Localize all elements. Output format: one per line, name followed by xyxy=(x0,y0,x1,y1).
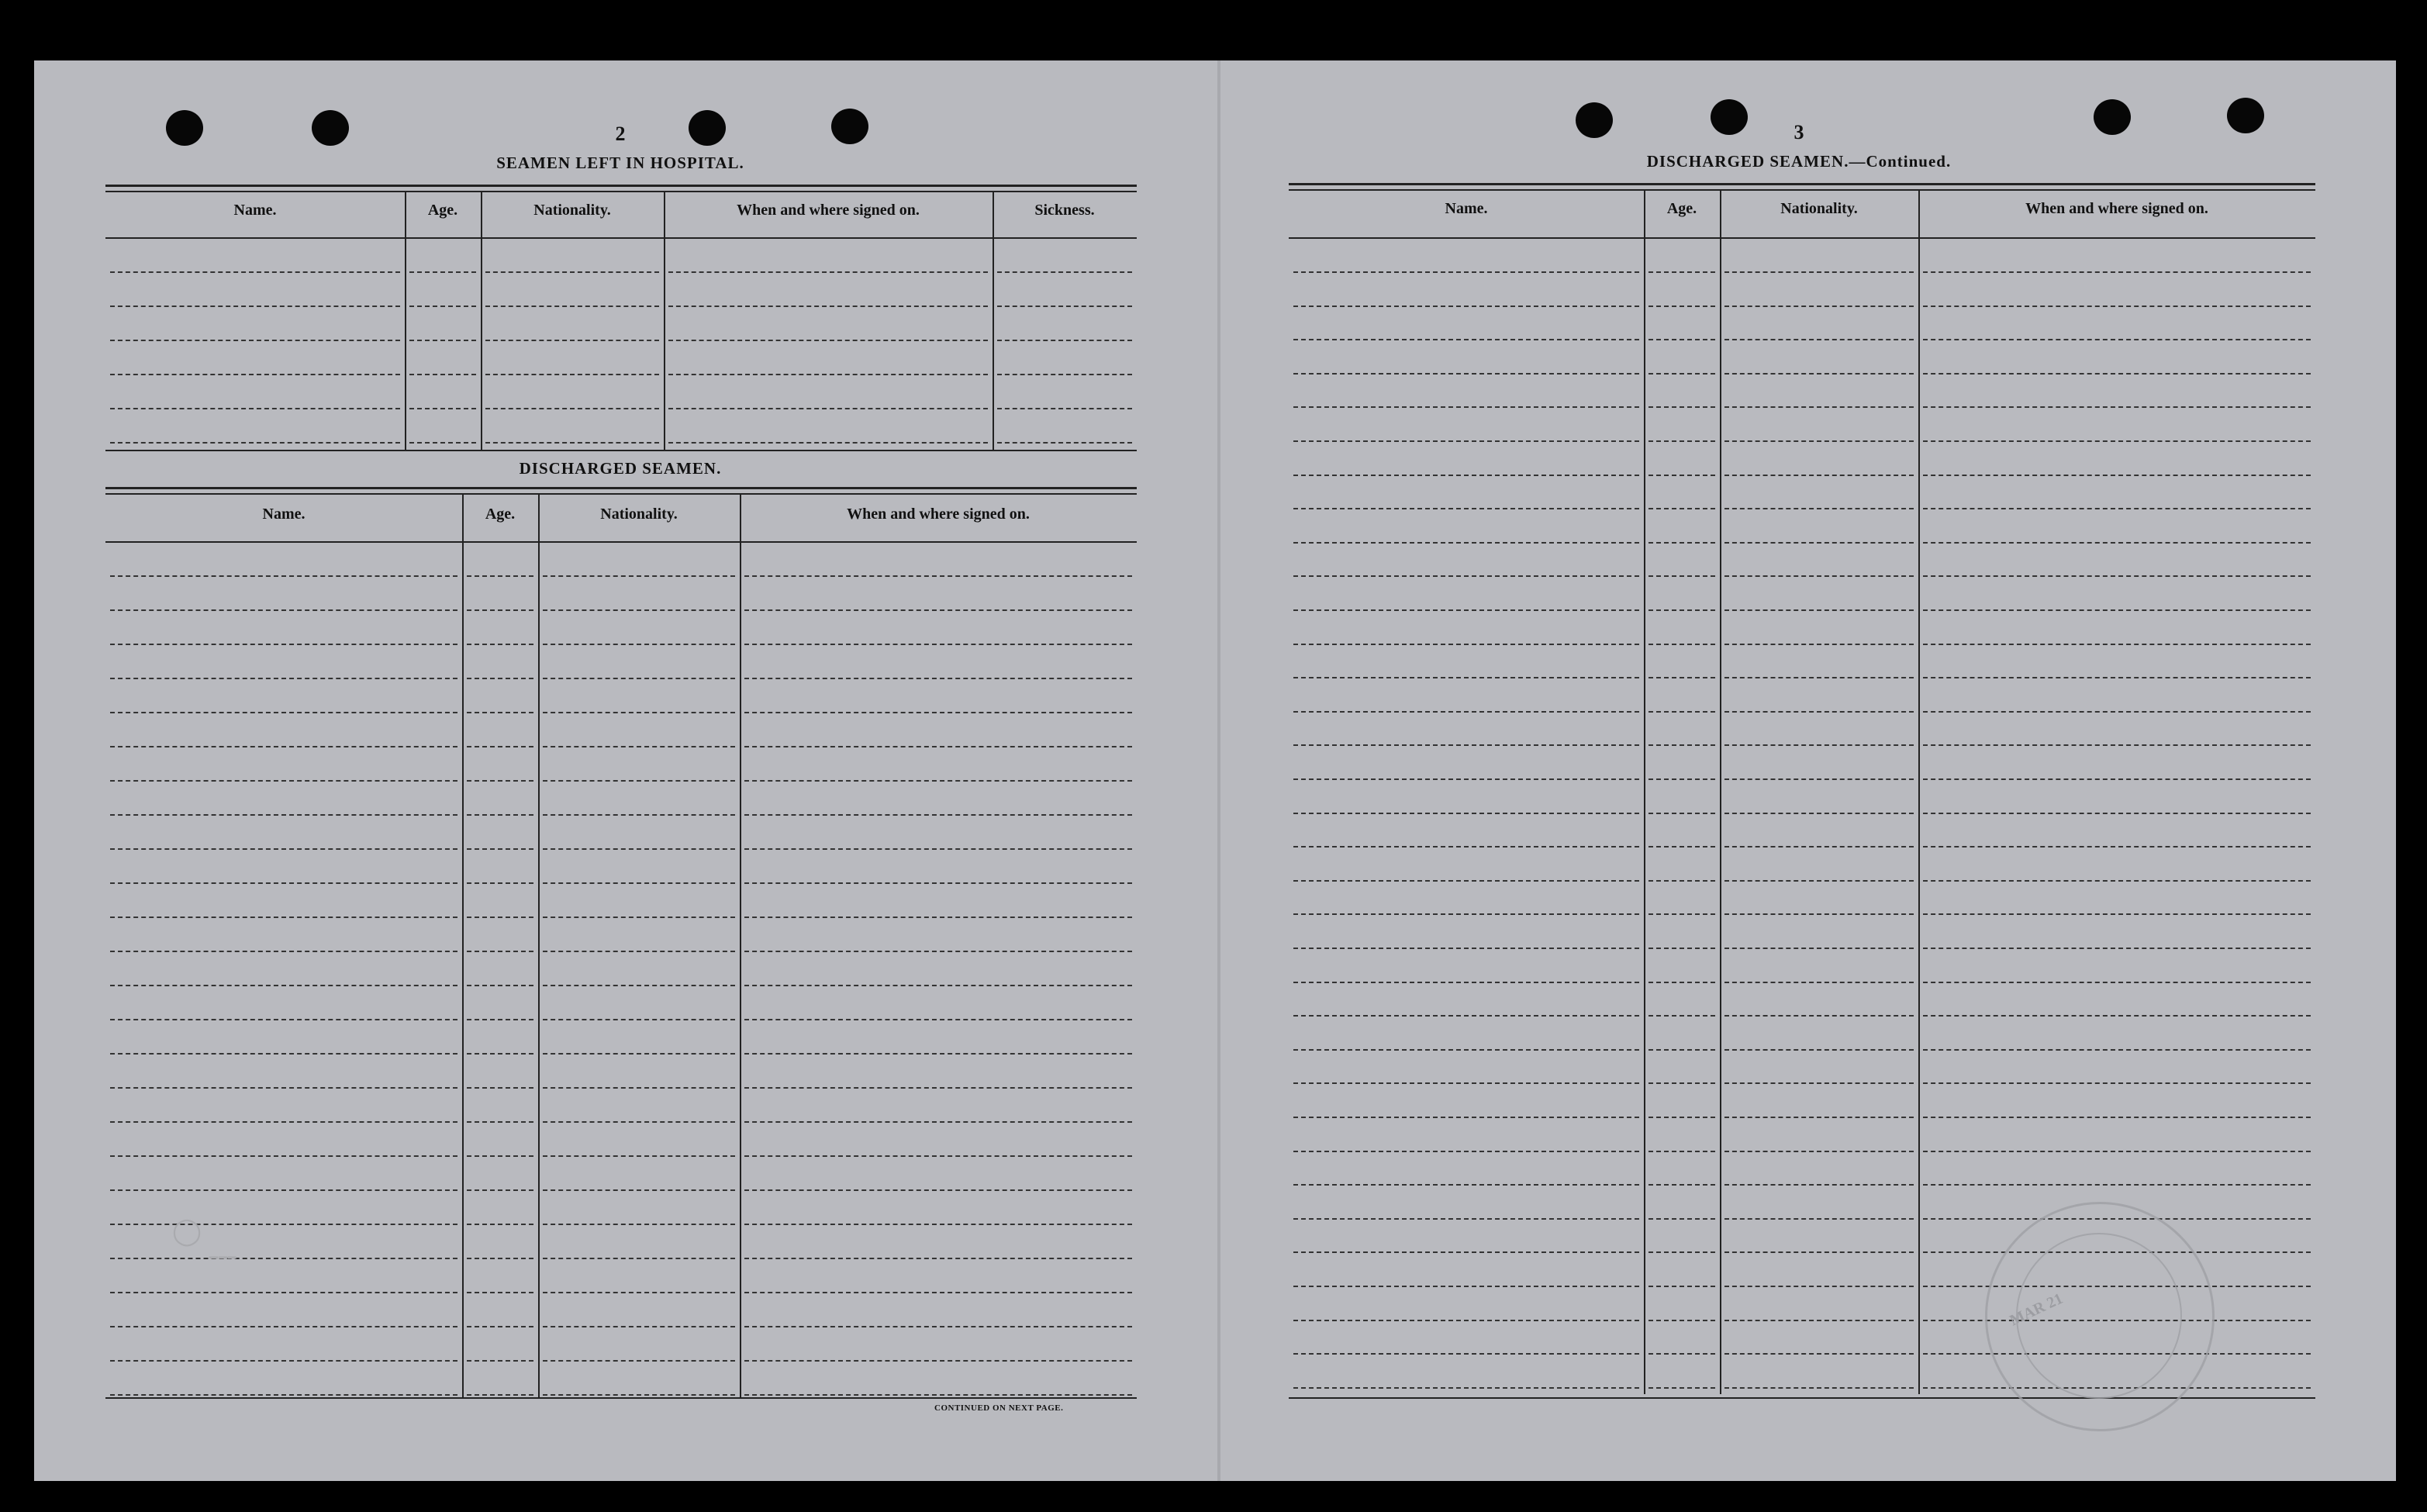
ruled-line xyxy=(1648,339,1715,340)
header-age: Age. xyxy=(427,202,458,219)
ruled-line xyxy=(1648,778,1715,780)
ruled-line xyxy=(110,746,457,747)
ruled-line xyxy=(1923,1117,2311,1118)
punch-hole xyxy=(2094,99,2131,135)
ruled-line xyxy=(1293,644,1639,645)
ruled-line xyxy=(997,408,1132,409)
ruled-line xyxy=(543,1019,735,1020)
ruled-line xyxy=(485,374,659,375)
ruled-line xyxy=(1648,711,1715,713)
ruled-line xyxy=(467,1053,533,1055)
ruled-line xyxy=(744,1258,1132,1259)
header-name: Name. xyxy=(233,202,277,219)
ruled-line xyxy=(110,951,457,952)
ruled-line xyxy=(110,985,457,986)
ruled-line xyxy=(1293,271,1639,273)
ruled-line xyxy=(744,1326,1132,1327)
ruled-line xyxy=(543,1224,735,1225)
ruled-line xyxy=(110,848,457,850)
ruled-line xyxy=(467,712,533,713)
ruled-line xyxy=(467,1326,533,1327)
ruled-line xyxy=(1724,271,1914,273)
ruled-line xyxy=(1724,677,1914,678)
ruled-line xyxy=(1293,1218,1639,1220)
ruled-line xyxy=(997,374,1132,375)
ruled-line xyxy=(467,609,533,611)
ruled-line xyxy=(1923,373,2311,375)
ruled-line xyxy=(1648,948,1715,949)
ruled-line xyxy=(467,1155,533,1157)
ruled-line xyxy=(1724,982,1914,983)
ruled-line xyxy=(110,1292,457,1293)
ruled-line xyxy=(1648,1251,1715,1253)
header-age: Age. xyxy=(485,506,516,523)
ruled-line xyxy=(744,848,1132,850)
ruled-line xyxy=(1648,644,1715,645)
ruled-line xyxy=(668,306,988,307)
header-nationality: Nationality. xyxy=(1780,200,1858,217)
ruled-line xyxy=(1724,306,1914,307)
ruled-line xyxy=(467,882,533,884)
ruled-line xyxy=(467,917,533,918)
ruled-line xyxy=(744,1224,1132,1225)
ruled-line xyxy=(1293,1353,1639,1355)
ruled-line xyxy=(1648,1320,1715,1321)
header-signed-on: When and where signed on. xyxy=(737,202,920,219)
ruled-line xyxy=(1648,1353,1715,1355)
ruled-line xyxy=(543,1053,735,1055)
ruled-line xyxy=(110,575,457,577)
ruled-line xyxy=(1724,813,1914,814)
ruled-line xyxy=(467,1121,533,1123)
ruled-line xyxy=(744,1394,1132,1396)
ruled-line xyxy=(1648,1015,1715,1017)
ruled-line xyxy=(744,575,1132,577)
ruled-line xyxy=(1724,373,1914,375)
ruled-line xyxy=(543,814,735,816)
ruled-line xyxy=(744,678,1132,679)
ruled-line xyxy=(1293,677,1639,678)
ruled-line xyxy=(467,985,533,986)
ruled-line xyxy=(1923,982,2311,983)
ruled-line xyxy=(1724,711,1914,713)
ruled-line xyxy=(110,1189,457,1191)
hospital-table xyxy=(105,185,1137,453)
ruled-line xyxy=(543,917,735,918)
ruled-line xyxy=(110,814,457,816)
ruled-line xyxy=(1724,406,1914,408)
ruled-line xyxy=(744,746,1132,747)
ruled-line xyxy=(1648,1387,1715,1389)
ruled-line xyxy=(1923,339,2311,340)
ruled-line xyxy=(110,1224,457,1225)
ruled-line xyxy=(409,340,476,341)
ruled-line xyxy=(543,575,735,577)
ruled-line xyxy=(744,644,1132,645)
ruled-line xyxy=(543,1360,735,1362)
ruled-line xyxy=(1293,306,1639,307)
ruled-line xyxy=(467,1189,533,1191)
ruled-line xyxy=(467,1224,533,1225)
ruled-line xyxy=(1648,1117,1715,1118)
ruled-line xyxy=(1293,1049,1639,1051)
header-name: Name. xyxy=(1445,200,1488,217)
header-age: Age. xyxy=(1666,200,1697,217)
ruled-line xyxy=(1923,948,2311,949)
ruled-line xyxy=(1724,542,1914,544)
ruled-line xyxy=(1724,575,1914,577)
ruled-line xyxy=(1923,575,2311,577)
ruled-line xyxy=(467,1087,533,1089)
ruled-line xyxy=(110,1155,457,1157)
ruled-line xyxy=(1648,880,1715,882)
ruled-line xyxy=(1923,813,2311,814)
punch-hole xyxy=(2227,98,2264,133)
ruled-line xyxy=(744,712,1132,713)
header-signed-on: When and where signed on. xyxy=(2025,200,2208,217)
ruled-line xyxy=(1724,1251,1914,1253)
discharged-continued-title: DISCHARGED SEAMEN.—Continued. xyxy=(1646,152,1952,171)
ruled-line xyxy=(1724,948,1914,949)
ruled-line xyxy=(1923,677,2311,678)
ruled-line xyxy=(1724,1015,1914,1017)
ruled-line xyxy=(1923,644,2311,645)
ruled-line xyxy=(744,1121,1132,1123)
ruled-line xyxy=(1724,1286,1914,1287)
ruled-line xyxy=(1724,644,1914,645)
ruled-line xyxy=(1923,440,2311,442)
ruled-line xyxy=(485,271,659,273)
header-signed-on: When and where signed on. xyxy=(847,506,1030,523)
ruled-line xyxy=(467,1019,533,1020)
ruled-line xyxy=(744,1292,1132,1293)
ruled-line xyxy=(1648,508,1715,509)
ruled-line xyxy=(744,1189,1132,1191)
ruled-line xyxy=(110,712,457,713)
ruled-line xyxy=(1923,711,2311,713)
ruled-line xyxy=(110,1087,457,1089)
ruled-line xyxy=(1293,1184,1639,1186)
ruled-line xyxy=(110,1326,457,1327)
ruled-line xyxy=(1648,373,1715,375)
ruled-line xyxy=(1293,542,1639,544)
header-name: Name. xyxy=(262,506,306,523)
ruled-line xyxy=(1648,744,1715,746)
ruled-line xyxy=(1293,406,1639,408)
ruled-line xyxy=(1293,1251,1639,1253)
ruled-line xyxy=(1923,913,2311,915)
ruled-line xyxy=(110,1053,457,1055)
ruled-line xyxy=(1724,440,1914,442)
ruled-line xyxy=(668,374,988,375)
ruled-line xyxy=(543,746,735,747)
ruled-line xyxy=(1648,475,1715,476)
ruled-line xyxy=(110,882,457,884)
ruled-line xyxy=(1923,306,2311,307)
ruled-line xyxy=(1923,508,2311,509)
hospital-title: SEAMEN LEFT IN HOSPITAL. xyxy=(496,154,744,172)
ruled-line xyxy=(744,951,1132,952)
ruled-line xyxy=(1724,1082,1914,1084)
ruled-line xyxy=(744,1019,1132,1020)
ruled-line xyxy=(1293,373,1639,375)
header-nationality: Nationality. xyxy=(533,202,611,219)
ruled-line xyxy=(110,1258,457,1259)
ruled-line xyxy=(1923,846,2311,847)
ruled-line xyxy=(1648,1218,1715,1220)
ruled-line xyxy=(1648,609,1715,611)
ruled-line xyxy=(1293,508,1639,509)
ruled-line xyxy=(668,442,988,444)
ruled-line xyxy=(1724,778,1914,780)
ruled-line xyxy=(485,306,659,307)
ruled-line xyxy=(1293,1151,1639,1152)
ruled-line xyxy=(997,271,1132,273)
ruled-line xyxy=(110,644,457,645)
ruled-line xyxy=(997,442,1132,444)
ruled-line xyxy=(1648,406,1715,408)
ruled-line xyxy=(1923,475,2311,476)
ruled-line xyxy=(110,780,457,782)
ruled-line xyxy=(467,780,533,782)
ruled-line xyxy=(668,408,988,409)
discharged-table-right xyxy=(1289,183,2315,1400)
ruled-line xyxy=(1293,1286,1639,1287)
ruled-line xyxy=(1923,778,2311,780)
ruled-line xyxy=(467,644,533,645)
ruled-line xyxy=(467,1394,533,1396)
ruled-line xyxy=(467,746,533,747)
ruled-line xyxy=(1293,880,1639,882)
ruled-line xyxy=(1648,306,1715,307)
ruled-line xyxy=(1293,475,1639,476)
ruled-line xyxy=(1293,982,1639,983)
ruled-line xyxy=(1648,813,1715,814)
ruled-line xyxy=(1648,575,1715,577)
ruled-line xyxy=(543,1258,735,1259)
ruled-line xyxy=(110,374,400,375)
ruled-line xyxy=(1724,744,1914,746)
punch-hole xyxy=(1576,102,1613,138)
ruled-line xyxy=(1648,1151,1715,1152)
ruled-line xyxy=(1648,271,1715,273)
ruled-line xyxy=(409,271,476,273)
ruled-line xyxy=(1293,913,1639,915)
ruled-line xyxy=(110,917,457,918)
ruled-line xyxy=(110,1394,457,1396)
ruled-line xyxy=(744,1053,1132,1055)
ruled-line xyxy=(110,1360,457,1362)
ruled-line xyxy=(467,1258,533,1259)
ruled-line xyxy=(1724,609,1914,611)
ruled-line xyxy=(1648,1049,1715,1051)
ruled-line xyxy=(744,1360,1132,1362)
ruled-line xyxy=(467,951,533,952)
ruled-line xyxy=(409,442,476,444)
ruled-line xyxy=(543,712,735,713)
punch-hole xyxy=(689,110,726,146)
header-nationality: Nationality. xyxy=(600,506,678,523)
ruled-line xyxy=(485,408,659,409)
ruled-line xyxy=(110,408,400,409)
ruled-line xyxy=(543,780,735,782)
discharged-title: DISCHARGED SEAMEN. xyxy=(519,459,722,478)
ruled-line xyxy=(1724,508,1914,509)
ruled-line xyxy=(409,374,476,375)
ruled-line xyxy=(1724,1184,1914,1186)
ruled-line xyxy=(467,1360,533,1362)
ruled-line xyxy=(1293,1082,1639,1084)
ruled-line xyxy=(543,678,735,679)
faint-stamp-left-lines: ━━━ xyxy=(209,1250,237,1265)
ruled-line xyxy=(543,1292,735,1293)
ruled-line xyxy=(1293,744,1639,746)
ruled-line xyxy=(543,1394,735,1396)
ruled-line xyxy=(997,340,1132,341)
ruled-line xyxy=(110,1019,457,1020)
ruled-line xyxy=(1923,744,2311,746)
ruled-line xyxy=(1724,913,1914,915)
punch-hole xyxy=(166,110,203,146)
ruled-line xyxy=(467,814,533,816)
ruled-line xyxy=(543,1155,735,1157)
ruled-line xyxy=(1293,1117,1639,1118)
ruled-line xyxy=(1293,440,1639,442)
ruled-line xyxy=(744,609,1132,611)
punch-hole xyxy=(831,109,868,144)
ruled-line xyxy=(1923,1151,2311,1152)
ruled-line xyxy=(1923,1082,2311,1084)
ruled-line xyxy=(543,1326,735,1327)
ruled-line xyxy=(110,609,457,611)
ruled-line xyxy=(1648,913,1715,915)
ruled-line xyxy=(1293,1320,1639,1321)
ruled-line xyxy=(744,780,1132,782)
ruled-line xyxy=(1293,948,1639,949)
ruled-line xyxy=(1724,1387,1914,1389)
ruled-line xyxy=(485,340,659,341)
page-number-left: 2 xyxy=(615,123,626,145)
page-fold xyxy=(1217,60,1220,1481)
ruled-line xyxy=(467,848,533,850)
ruled-line xyxy=(110,306,400,307)
ruled-line xyxy=(668,271,988,273)
ruled-line xyxy=(1648,846,1715,847)
header-sickness: Sickness. xyxy=(1034,202,1095,219)
ruled-line xyxy=(543,1121,735,1123)
ruled-line xyxy=(997,306,1132,307)
ruled-line xyxy=(1293,609,1639,611)
ruled-line xyxy=(485,442,659,444)
ruled-line xyxy=(543,644,735,645)
ruled-line xyxy=(1724,1353,1914,1355)
ruled-line xyxy=(1293,813,1639,814)
ruled-line xyxy=(1724,1117,1914,1118)
ruled-line xyxy=(1923,1049,2311,1051)
ruled-line xyxy=(1293,575,1639,577)
ruled-line xyxy=(543,882,735,884)
ruled-line xyxy=(543,985,735,986)
continued-note: CONTINUED ON NEXT PAGE. xyxy=(934,1403,1064,1413)
ruled-line xyxy=(1923,1184,2311,1186)
ruled-line xyxy=(1724,475,1914,476)
ruled-line xyxy=(1724,1049,1914,1051)
ruled-line xyxy=(1923,406,2311,408)
ruled-line xyxy=(668,340,988,341)
ruled-line xyxy=(744,1155,1132,1157)
stamp-date: MAR 21 xyxy=(2007,1289,2066,1330)
ruled-line xyxy=(1724,846,1914,847)
ruled-line xyxy=(1648,1184,1715,1186)
ruled-line xyxy=(110,442,400,444)
ruled-line xyxy=(1648,1286,1715,1287)
ruled-line xyxy=(1724,880,1914,882)
ruled-line xyxy=(1648,542,1715,544)
ruled-line xyxy=(1923,271,2311,273)
ruled-line xyxy=(744,917,1132,918)
punch-hole xyxy=(312,110,349,146)
ruled-line xyxy=(744,882,1132,884)
ruled-line xyxy=(744,814,1132,816)
ruled-line xyxy=(1648,677,1715,678)
ruled-line xyxy=(1648,982,1715,983)
ruled-line xyxy=(1293,1387,1639,1389)
ruled-line xyxy=(1724,1320,1914,1321)
ruled-line xyxy=(744,1087,1132,1089)
ruled-line xyxy=(110,340,400,341)
ruled-line xyxy=(1923,880,2311,882)
ruled-line xyxy=(110,271,400,273)
discharged-table-left xyxy=(105,487,1137,1399)
ruled-line xyxy=(543,609,735,611)
ruled-line xyxy=(1293,1015,1639,1017)
ruled-line xyxy=(110,1121,457,1123)
ruled-line xyxy=(1648,440,1715,442)
ruled-line xyxy=(1293,339,1639,340)
page-number-right: 3 xyxy=(1793,121,1804,143)
ruled-line xyxy=(1724,339,1914,340)
ruled-line xyxy=(1923,609,2311,611)
ruled-line xyxy=(110,678,457,679)
ruled-line xyxy=(744,985,1132,986)
ruled-line xyxy=(1923,542,2311,544)
punch-hole xyxy=(1711,99,1748,135)
ruled-line xyxy=(543,951,735,952)
ruled-line xyxy=(1724,1218,1914,1220)
ruled-line xyxy=(467,575,533,577)
ruled-line xyxy=(1923,1015,2311,1017)
ruled-line xyxy=(543,1189,735,1191)
ruled-line xyxy=(543,1087,735,1089)
ruled-line xyxy=(409,408,476,409)
ruled-line xyxy=(543,848,735,850)
ruled-line xyxy=(1724,1151,1914,1152)
ruled-line xyxy=(409,306,476,307)
ruled-line xyxy=(1293,778,1639,780)
ruled-line xyxy=(467,678,533,679)
ruled-line xyxy=(1648,1082,1715,1084)
ruled-line xyxy=(1293,846,1639,847)
faint-stamp-left: ◯ xyxy=(172,1217,204,1246)
ruled-line xyxy=(1293,711,1639,713)
ruled-line xyxy=(467,1292,533,1293)
